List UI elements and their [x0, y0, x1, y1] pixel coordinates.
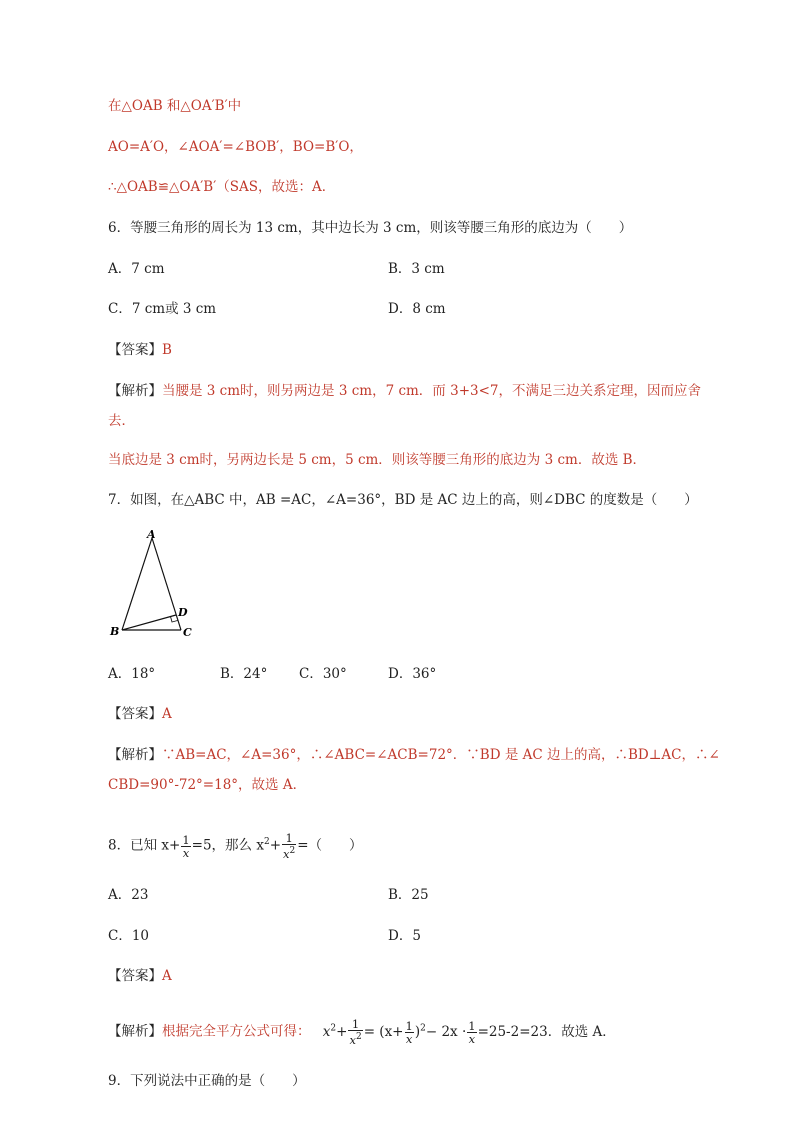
analysis-text: 根据完全平方公式可得：	[162, 1023, 311, 1040]
solution5-line2: AO=A′O，∠AOA′=∠BOB′，BO=B′O，	[108, 139, 363, 155]
q7-option-a: A．18°	[108, 666, 156, 682]
q7-option-d: D．36°	[388, 666, 437, 682]
plus-sign: +	[269, 837, 281, 854]
label-a: A	[147, 528, 156, 541]
q6-analysis-line2: 去．	[108, 413, 135, 429]
q8-stem-eq: =5，那么 x	[191, 837, 264, 854]
q8-option-c: C．10	[108, 928, 150, 944]
q7-option-b: B．24°	[220, 666, 268, 682]
fraction-denominator: $x^2$	[283, 846, 296, 861]
answer-value: A	[162, 706, 172, 722]
answer-value: A	[162, 968, 172, 984]
q6-option-b: B．3 cm	[388, 261, 445, 277]
fraction-1-over-x-squared: $\frac{1}{x^2}$	[349, 1017, 362, 1047]
q8-option-a: A．23	[108, 887, 149, 903]
solution5-line1: 在△OAB 和△OA′B′中	[108, 98, 242, 114]
q6-answer	[108, 340, 172, 360]
answer-tag: 【答案】	[108, 706, 162, 722]
q7-analysis-line1	[108, 745, 720, 765]
answer-tag: 【答案】	[108, 968, 162, 984]
q7-option-c: C．30°	[299, 666, 347, 682]
q6-stem: 6．等腰三角形的周长为 13 cm，其中边长为 3 cm，则该等腰三角形的底边为（ ）	[108, 220, 633, 236]
q7-analysis-line2: CBD=90°-72°=18°，故选 A．	[108, 777, 307, 793]
q7-answer	[108, 704, 172, 724]
side-ac	[152, 538, 181, 630]
label-c: C	[183, 626, 192, 639]
exponent: 2	[263, 837, 270, 847]
fraction-1-over-x	[181, 834, 190, 859]
q8-option-d: D．5	[388, 928, 421, 944]
q6-option-a: A．7 cm	[108, 261, 165, 277]
fraction-1-over-x: $\frac{1}{x}$	[405, 1018, 413, 1046]
q7-stem: 7．如图，在△ABC 中，AB =AC，∠A=36°，BD 是 AC 边上的高，则∠DBC 的度数是（ ）	[108, 492, 698, 508]
q6-option-c: C．7 cm或 3 cm	[108, 301, 217, 317]
fraction-1-over-x: $\frac{1}{x}$	[468, 1018, 476, 1046]
fraction-numerator: 1	[282, 832, 296, 845]
fraction-numerator: 1	[182, 832, 190, 847]
analysis-text: 当腰是 3 cm时，则另两边是 3 cm，7 cm．而 3+3<7，不满足三边关系定理，因而应舍	[162, 383, 701, 399]
q8-analysis	[108, 1018, 616, 1046]
q8-option-b: B．25	[388, 887, 429, 903]
fraction-denominator: x	[182, 845, 190, 860]
q6-option-d: D．8 cm	[388, 301, 446, 317]
analysis-text: ∵AB=AC，∠A=36°，∴∠ABC=∠ACB=72°．∵BD 是 AC 边上的高，∴BD⊥AC，∴∠	[162, 747, 720, 763]
side-ab	[122, 538, 152, 630]
q8-stem-prefix: 8．已知 x+	[108, 837, 181, 854]
fraction-1-over-x-squared	[282, 832, 296, 860]
label-d: D	[178, 606, 188, 619]
analysis-tag: 【解析】	[108, 383, 162, 399]
q9-stem: 9．下列说法中正确的是（ ）	[108, 1073, 306, 1089]
altitude-bd	[122, 615, 176, 630]
answer-value: B	[162, 342, 172, 358]
q6-analysis-line1	[108, 381, 701, 401]
analysis-tag: 【解析】	[108, 1023, 162, 1040]
q8-stem-end: =（ ）	[297, 837, 363, 854]
q7-triangle-figure	[105, 528, 205, 644]
q8-answer	[108, 966, 172, 986]
q8-stem	[108, 832, 363, 860]
label-b: B	[110, 625, 120, 638]
q6-analysis-line3: 当底边是 3 cm时，另两边长是 5 cm，5 cm．则该等腰三角形的底边为 3 cm．故选 B．	[108, 452, 647, 468]
analysis-formula: $x^2+$ $\frac{1}{x^2}$ = (x+ $\frac{1}{x}$ )$^2$− 2x · $\frac{1}{x}$ =25-2=23．故选 A．	[322, 1017, 616, 1047]
solution5-line3: ∴△OAB≌△OA′B′（SAS，故选：A．	[108, 179, 336, 195]
answer-tag: 【答案】	[108, 342, 162, 358]
analysis-tag: 【解析】	[108, 747, 162, 763]
